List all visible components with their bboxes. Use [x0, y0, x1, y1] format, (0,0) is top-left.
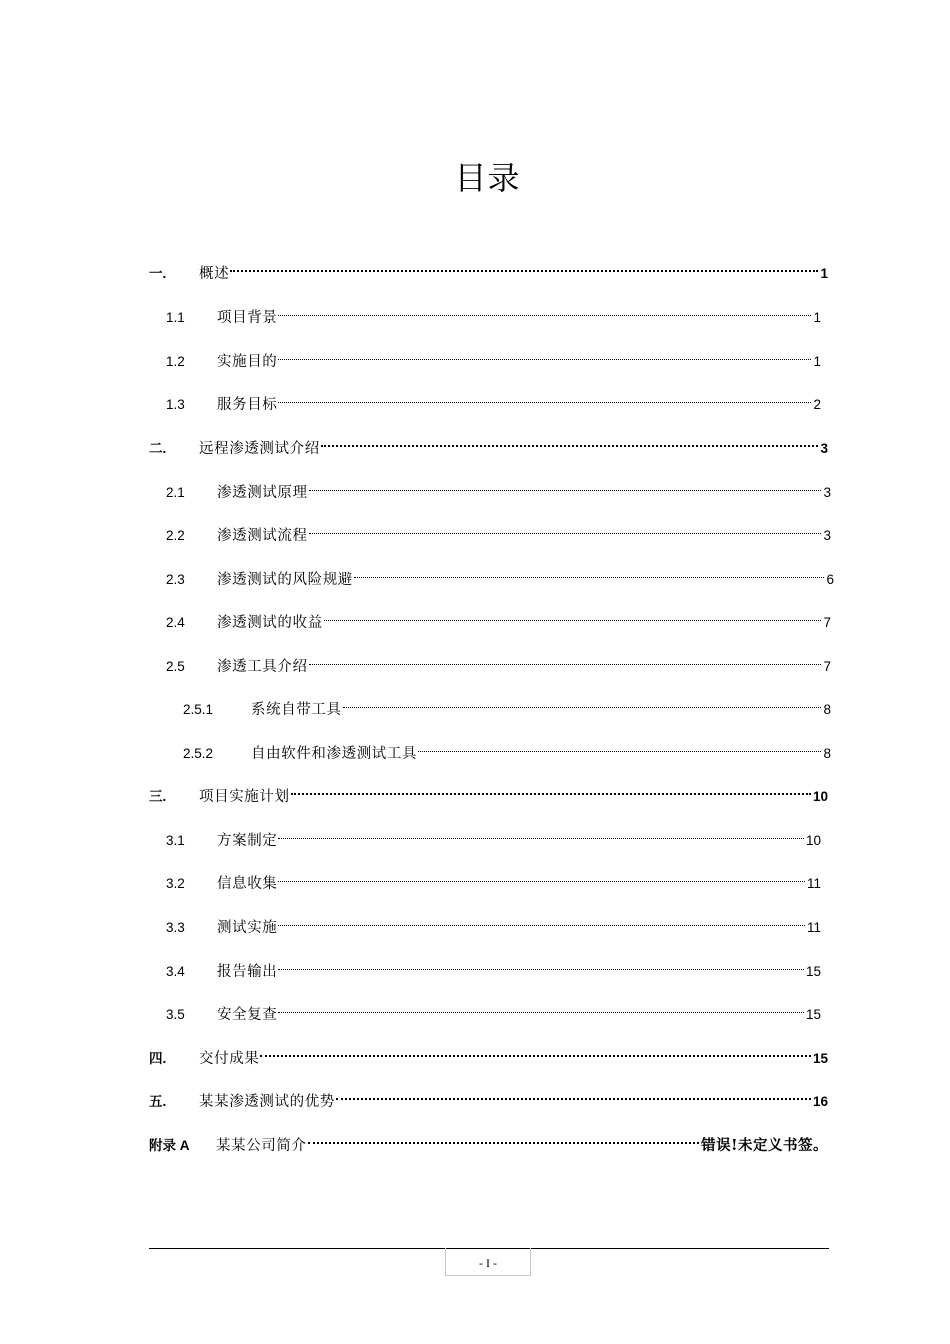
toc-entry-title: 安全复查	[217, 1007, 278, 1023]
toc-entry-title: 某某公司简介	[216, 1138, 307, 1154]
toc-entry-number: 1.2	[166, 354, 185, 369]
toc-entry-number: 1.3	[166, 397, 185, 412]
toc-dot-leader	[309, 516, 822, 540]
toc-entry-number: 附录 A	[149, 1138, 190, 1153]
toc-dot-leader	[309, 473, 822, 497]
toc-entry-number: 2.3	[166, 572, 185, 587]
toc-entry-page: 11	[806, 920, 821, 935]
toc-entry-title: 信息收集	[217, 876, 278, 892]
toc-entry-appendix-a[interactable]	[149, 1126, 828, 1154]
toc-entry-3-1[interactable]	[166, 821, 821, 849]
toc-entry-number: 2.2	[166, 528, 185, 543]
toc-entry-number: 3.1	[166, 833, 185, 848]
toc-entry-title: 方案制定	[217, 833, 278, 849]
toc-dot-leader	[418, 734, 821, 758]
toc-entry-page: 8	[823, 746, 831, 761]
toc-entry-number: 2.5	[166, 659, 185, 674]
toc-entry-title: 项目实施计划	[199, 789, 290, 805]
toc-dot-leader	[278, 298, 811, 322]
toc-entry-3-3[interactable]	[166, 908, 821, 936]
toc-entry-page: 10	[812, 789, 828, 804]
page-title: 目录	[454, 159, 521, 197]
toc-dot-leader	[260, 1039, 811, 1063]
toc-entry-number: 一.	[149, 266, 167, 281]
toc-entry-page-error: 错误!未定义书签。	[701, 1137, 828, 1154]
toc-entry-number: 2.1	[166, 485, 185, 500]
toc-entry-number: 1.1	[166, 310, 185, 325]
toc-entry-page: 7	[823, 659, 831, 674]
toc-entry-number: 3.5	[166, 1007, 185, 1022]
toc-entry-title: 某某渗透测试的优势	[199, 1094, 335, 1110]
toc-entry-3-5[interactable]	[166, 995, 821, 1023]
toc-entry-chapter-4[interactable]	[149, 1039, 828, 1067]
toc-entry-title: 实施目的	[217, 354, 278, 370]
toc-entry-number: 2.5.2	[183, 746, 214, 761]
toc-dot-leader	[230, 254, 818, 278]
toc-dot-leader	[278, 952, 804, 976]
toc-entry-page: 1	[813, 354, 821, 369]
toc-entry-chapter-1[interactable]	[149, 254, 828, 282]
toc-entry-1-1[interactable]	[166, 298, 821, 326]
toc-entry-3-4[interactable]	[166, 952, 821, 980]
toc-entry-1-3[interactable]	[166, 385, 821, 413]
toc-entry-title: 项目背景	[217, 310, 278, 326]
toc-entry-number: 3.3	[166, 920, 185, 935]
toc-entry-page: 11	[806, 876, 821, 891]
toc-entry-title: 渗透测试原理	[217, 485, 308, 501]
toc-entry-number: 2.4	[166, 615, 185, 630]
toc-entry-1-2[interactable]	[166, 342, 821, 370]
toc-dot-leader	[308, 1126, 700, 1150]
toc-entry-page: 3	[823, 528, 831, 543]
toc-entry-number: 二.	[149, 441, 167, 456]
toc-dot-leader	[278, 821, 804, 845]
toc-dot-leader	[278, 995, 804, 1019]
toc-entry-title: 渗透测试的风险规避	[217, 572, 353, 588]
toc-entry-page: 3	[823, 485, 831, 500]
toc-entry-2-5-1[interactable]	[183, 690, 831, 718]
toc-entry-page: 3	[820, 441, 828, 456]
toc-entry-chapter-3[interactable]	[149, 777, 828, 805]
footer-page-number: - I -	[445, 1248, 531, 1276]
toc-entry-page: 2	[813, 397, 821, 412]
toc-entry-page: 10	[805, 833, 821, 848]
toc-dot-leader	[278, 864, 805, 888]
toc-entry-page: 16	[812, 1094, 828, 1109]
toc-entry-page: 7	[823, 615, 831, 630]
toc-dot-leader	[278, 342, 811, 366]
toc-dot-leader	[278, 385, 811, 409]
toc-dot-leader	[336, 1082, 811, 1106]
toc-entry-3-2[interactable]	[166, 864, 821, 892]
toc-dot-leader	[343, 690, 822, 714]
toc-entry-2-4[interactable]	[166, 603, 831, 631]
toc-entry-title: 渗透工具介绍	[217, 659, 308, 675]
toc-dot-leader	[321, 429, 819, 453]
toc-entry-title: 渗透测试流程	[217, 528, 308, 544]
toc-entry-2-5-2[interactable]	[183, 734, 831, 762]
toc-entry-number: 3.2	[166, 876, 185, 891]
toc-dot-leader	[309, 647, 822, 671]
toc-dot-leader	[354, 560, 825, 584]
toc-entry-number: 2.5.1	[183, 702, 214, 717]
toc-entry-title: 渗透测试的收益	[217, 615, 323, 631]
toc-entry-2-1[interactable]	[166, 473, 831, 501]
toc-dot-leader	[291, 777, 811, 801]
toc-entry-title: 概述	[199, 266, 230, 282]
toc-entry-number: 五.	[149, 1094, 167, 1109]
toc-entry-page: 6	[826, 572, 834, 587]
toc-entry-page: 15	[805, 1007, 821, 1022]
toc-entry-chapter-2[interactable]	[149, 429, 828, 457]
toc-entry-chapter-5[interactable]	[149, 1082, 828, 1110]
toc-entry-title: 测试实施	[217, 920, 278, 936]
toc-dot-leader	[324, 603, 822, 627]
toc-entry-page: 15	[812, 1051, 828, 1066]
toc-entry-number: 3.4	[166, 964, 185, 979]
toc-entry-2-5[interactable]	[166, 647, 831, 675]
toc-entry-page: 8	[823, 702, 831, 717]
toc-entry-page: 15	[805, 964, 821, 979]
toc-entry-2-2[interactable]	[166, 516, 831, 544]
toc-entry-number: 四.	[149, 1051, 167, 1066]
toc-entry-title: 报告输出	[217, 964, 278, 980]
toc-entry-2-3[interactable]	[166, 560, 834, 588]
toc-entry-title: 交付成果	[199, 1051, 260, 1067]
toc-dot-leader	[278, 908, 805, 932]
toc-entry-title: 服务目标	[217, 397, 278, 413]
toc-entry-number: 三.	[149, 789, 167, 804]
toc-entry-page: 1	[820, 266, 828, 281]
toc-entry-title: 自由软件和渗透测试工具	[251, 746, 418, 762]
toc-entry-title: 远程渗透测试介绍	[199, 441, 320, 457]
toc-entry-page: 1	[813, 310, 821, 325]
toc-entry-title: 系统自带工具	[251, 702, 342, 718]
